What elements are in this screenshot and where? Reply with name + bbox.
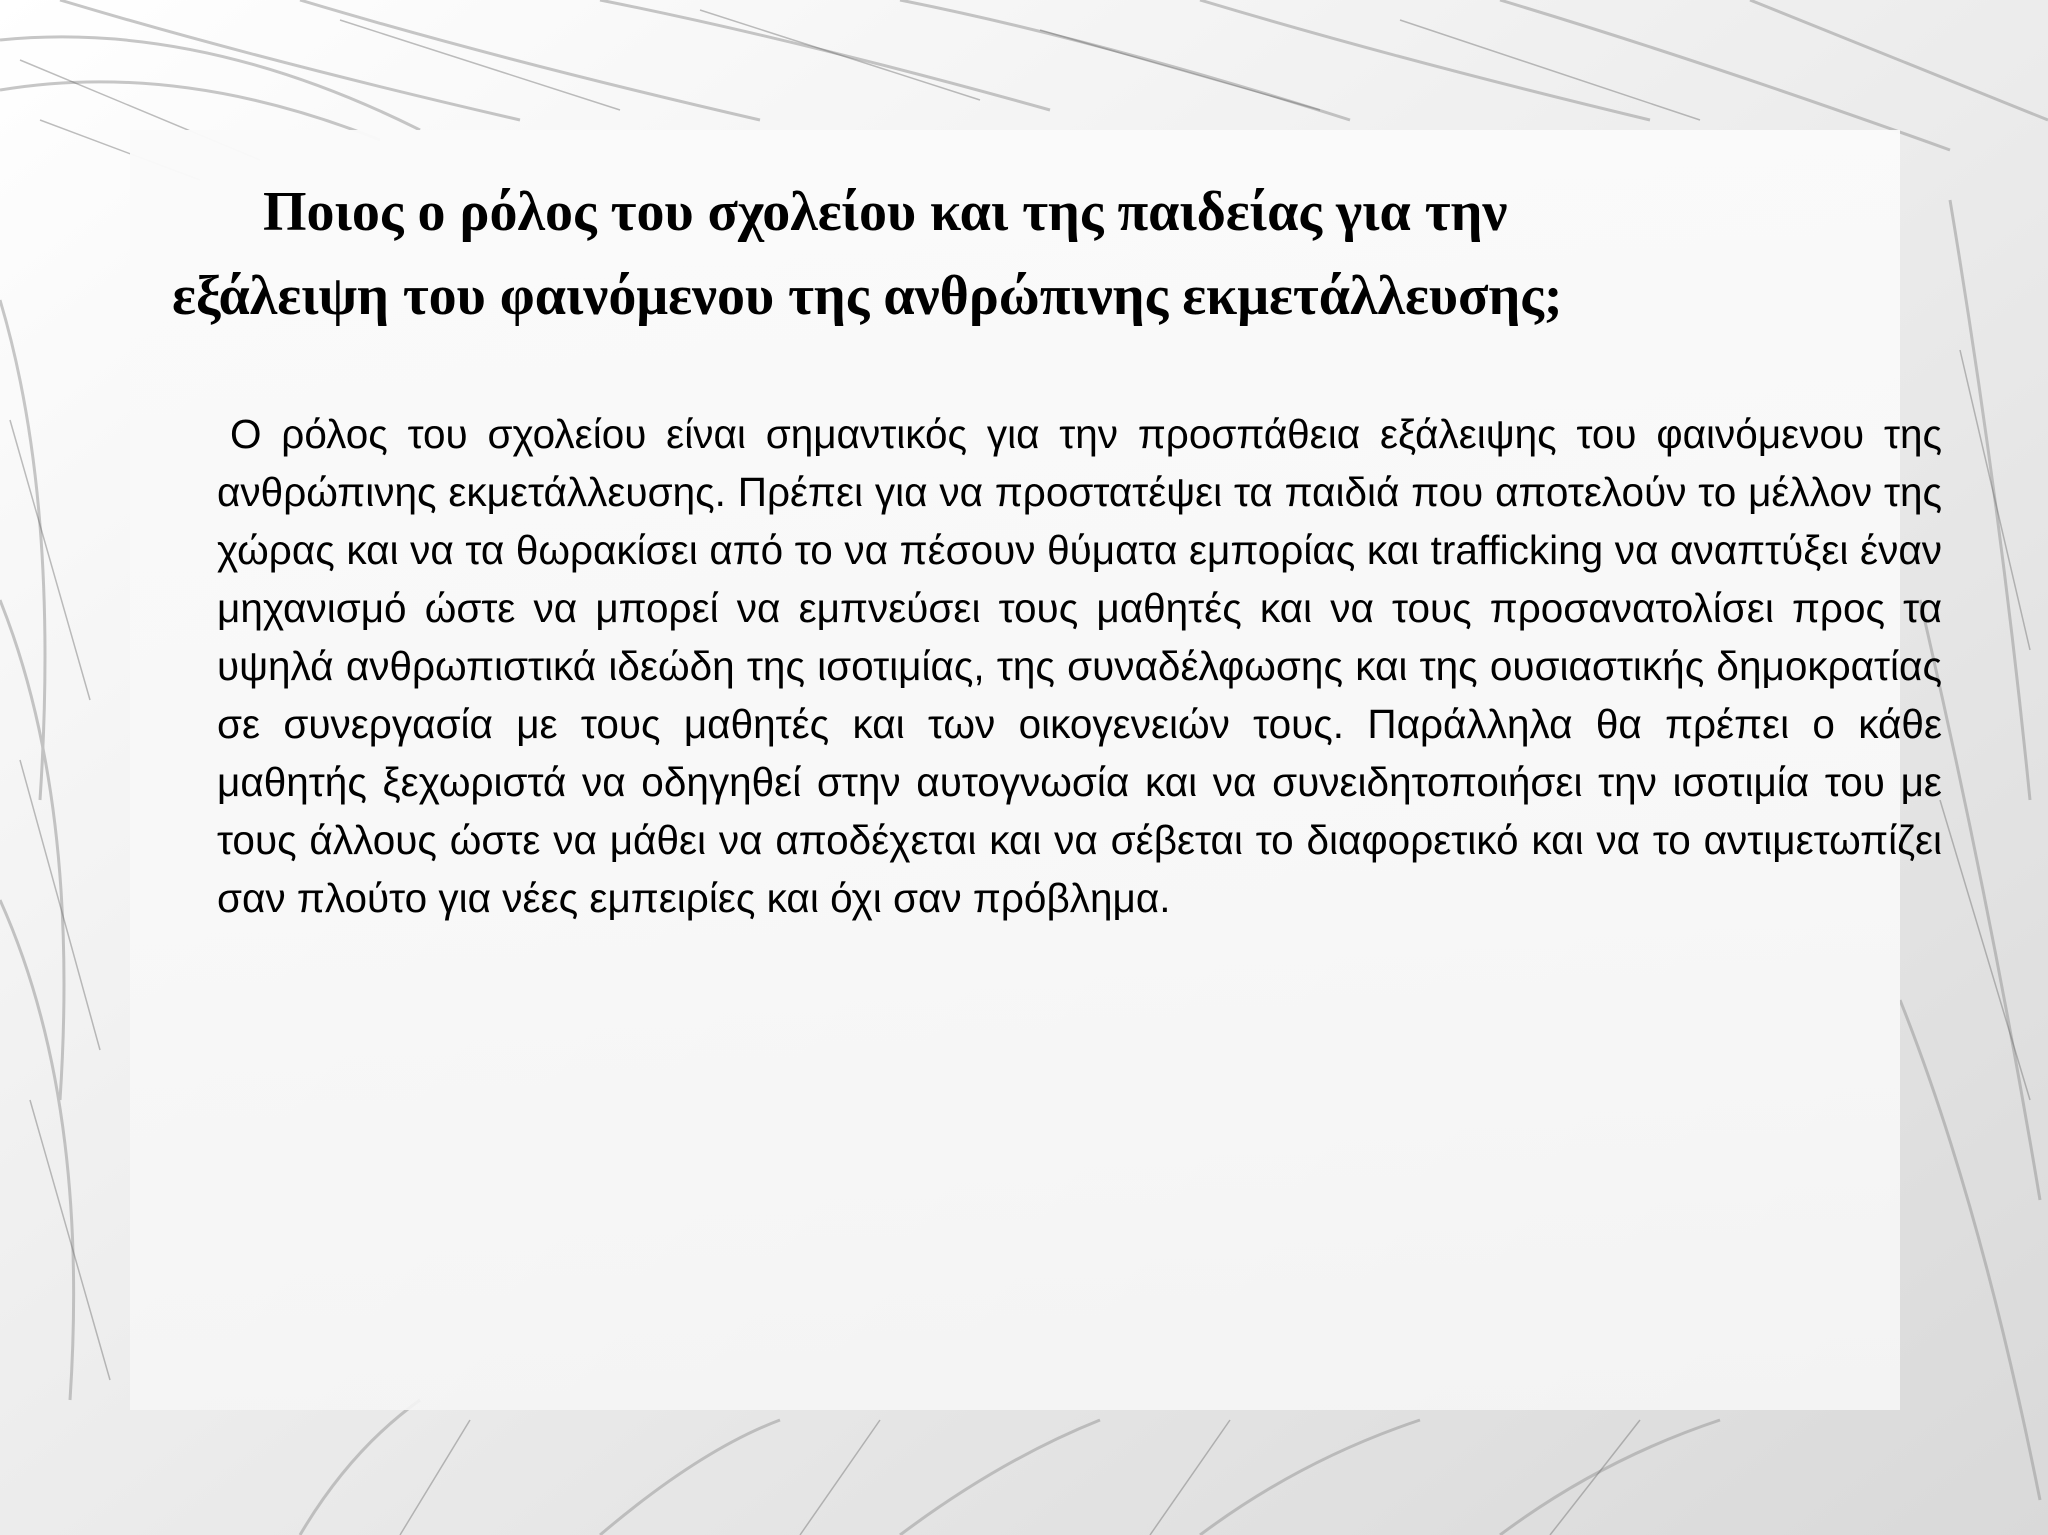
slide-title-line-1: Ποιος ο ρόλος του σχολείου και της παιδείας για την: [263, 181, 1508, 243]
slide-title: [150, 170, 1890, 338]
slide-body-paragraph: Ο ρόλος του σχολείου είναι σημαντικός για την προσπάθεια εξάλειψης του φαινόμενου της ανθρώπινης εκμετάλλευσης. Πρέπει για να προστατέψει τα παιδιά που αποτελούν το μέλλον της χώρας και να τα θωρακίσει από το να πέσουν θύματα εμπορίας και trafficking να αναπτύξει έναν μηχανισμό ώστε να μπορεί να εμπνεύσει τους μαθητές και να τους προσανατολίσει προς τα υψηλά ανθρωπιστικά ιδεώδη της ισοτιμίας, της συναδέλφωσης και της ουσιαστικής δημοκρατίας σε συνεργασία με τους μαθητές και των οικογενειών τους. Παράλληλα θα πρέπει ο κάθε μαθητής ξεχωριστά να οδηγηθεί στην αυτογνωσία και να συνειδητοποιήσει την ισοτιμία του με τους άλλους ώστε να μάθει να αποδέχεται και να σέβεται το διαφορετικό και να το αντιμετωπίζει σαν πλούτο για νέες εμπειρίες και όχι σαν πρόβλημα.: [217, 411, 1942, 921]
slide-title-line-2: εξάλειψη του φαινόμενου της ανθρώπινης εκμετάλλευσης;: [172, 265, 1563, 327]
